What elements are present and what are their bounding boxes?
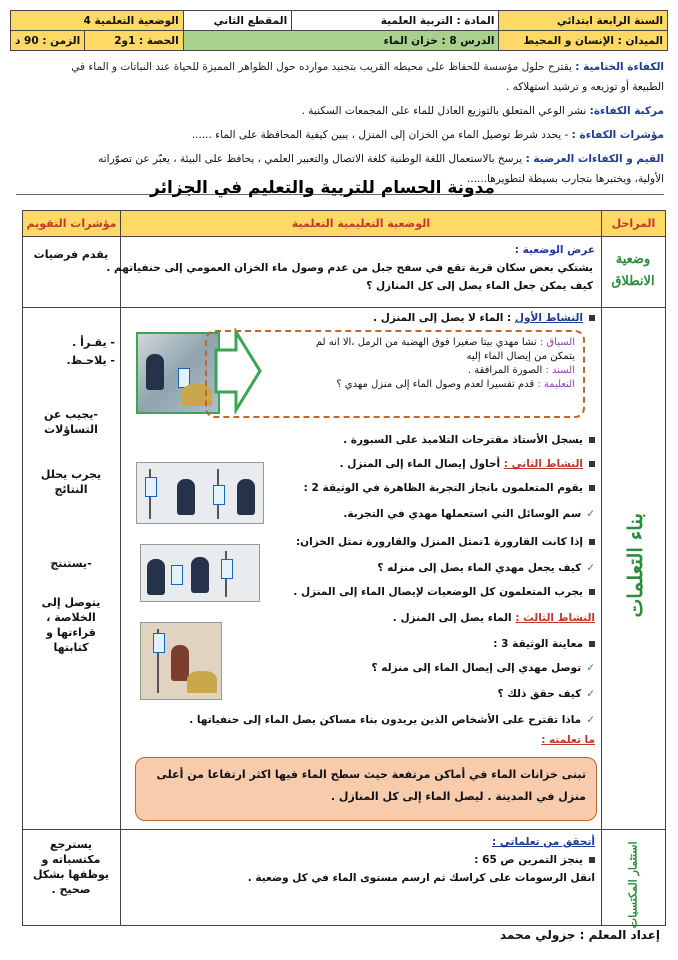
activity1-text: : الماء لا يصل إلى المنزل . bbox=[373, 312, 512, 324]
competence-indicators bbox=[16, 126, 664, 144]
invest-line2: انقل الرسومات على كراسك ثم ارسم مستوى الماء في كل وضعية . bbox=[247, 872, 595, 884]
stage-build: بناء التعلمات bbox=[623, 513, 647, 618]
indicator-hypotheses: يقدم فرضيات bbox=[33, 248, 109, 261]
indicator-read: - يقـرأ . bbox=[72, 336, 115, 349]
activity2-step1: يقوم المتعلمون بانجاز التجربة الظاهرة في الوثيقة 2 : bbox=[304, 481, 595, 496]
row-divider-2 bbox=[23, 829, 665, 830]
segment-cell: المقطع الثاني bbox=[183, 11, 291, 31]
activity3-step3: ✓كيف حقق ذلك ؟ bbox=[497, 688, 595, 700]
activity3-line bbox=[393, 611, 595, 626]
activity2-step2: ✓سم الوسائل التي استعملها مهدي في التجربة. bbox=[343, 508, 595, 520]
row-divider-1 bbox=[23, 307, 665, 308]
conclusion-line1: تبنى خزانات الماء في أماكن مرتفعة حيث سطح الماء فيها اكثر ارتفاعا من أعلى bbox=[156, 768, 586, 781]
teacher-signature: إعداد المعلم : جزولي محمد bbox=[500, 928, 661, 942]
component-label: مركبة الكفاءة: bbox=[589, 105, 664, 117]
final-competence-label: الكفاءة الختامية : bbox=[575, 61, 664, 73]
duration-cell: الزمن : 90 د bbox=[11, 31, 85, 51]
invest-line1: ينجز التمرين ص 65 : bbox=[474, 853, 595, 868]
launch-line1: يشتكي بعض سكان قرية تقع في سفح جبل من عدم وصول ماء الخزان العمومي إلى حنفياتهم . bbox=[106, 262, 593, 274]
indicators-header: مؤشرات التقويم bbox=[23, 211, 120, 237]
stage-launch: وضعية الانطلاق bbox=[611, 252, 655, 289]
indicator-recall: يسترجع مكتسباته و يوظفها بشكل صحيح . bbox=[32, 838, 110, 896]
conclusion-box bbox=[135, 757, 597, 821]
activity3-title: النشاط الثالث : bbox=[515, 612, 595, 624]
context-line: السياق : نشا مهدي بيتا صغيرا فوق الهضبة من الرمل ،الا انه لم bbox=[315, 337, 575, 348]
lesson-cell: الدرس 8 : خزان الماء bbox=[183, 31, 499, 51]
launch-line2: كيف يمكن جعل الماء يصل إلى كل المنازل ؟ bbox=[366, 280, 593, 292]
activity2-line bbox=[340, 457, 595, 472]
document2-photo-b bbox=[140, 544, 260, 602]
launch-title: عرض الوضعية : bbox=[514, 244, 595, 256]
support-line: السند : الصورة المرافقة . bbox=[467, 365, 575, 376]
context-box bbox=[205, 330, 585, 418]
domain-cell: الميدان : الإنسان و المحيط bbox=[499, 31, 668, 51]
values-competences bbox=[16, 150, 664, 168]
activity3-step2: ✓توصل مهدي إلى إيصال الماء إلى منزله ؟ bbox=[371, 662, 595, 674]
context-line2: يتمكن من إيصال الماء إليه bbox=[466, 351, 575, 362]
column-divider-left bbox=[120, 211, 121, 925]
activity2-title: النشاط الثاني : bbox=[503, 458, 583, 470]
values-text2: الأولية، ويختبرها بتجارب بسيطة لتطويرها...... bbox=[467, 173, 664, 185]
instruction-line: التعليمة : قدم تفسيرا لعدم وصول الماء إلى منزل مهدي ؟ bbox=[336, 379, 575, 390]
stage-invest: استثمار المكتسبات bbox=[626, 841, 640, 929]
activity2-step4: ✓كيف يجعل مهدي الماء يصل إلى منزله ؟ bbox=[377, 562, 595, 574]
blog-watermark: مدونة الحسام للتربية والتعليم في الجزائر bbox=[150, 178, 495, 198]
situation-header: الوضعية التعليمية التعلمية bbox=[121, 211, 601, 237]
indicators-label: مؤشرات الكفاءة : bbox=[571, 129, 664, 141]
final-competence bbox=[16, 58, 664, 76]
final-competence-text: يقترح حلول مؤسسة للحفاظ على محيطه القريب بتجنيد موارده حول الظواهر المميزة للحياة عند النباتات و الماء في bbox=[71, 61, 572, 73]
indicator-reach: يتوصل إلى الخلاصة ، قراءتها و كتابتها bbox=[41, 596, 101, 654]
activity2-step3: إذا كانت القارورة 1تمثل المنزل والقارورة تمثل الخزان: bbox=[296, 535, 595, 550]
indicator-observe: - يلاحـظ. bbox=[66, 354, 115, 367]
competence-component bbox=[16, 102, 664, 120]
indicators-text: - يحدد شرط توصيل الماء من الخزان إلى المنزل ، يبين كيفية المحافظة على الماء ...... bbox=[191, 129, 569, 141]
stages-header: المراحل bbox=[602, 211, 665, 237]
column-divider-right bbox=[601, 211, 602, 925]
document3-photo bbox=[140, 622, 222, 700]
activity1-record: يسجل الأستاذ مقترحات التلاميذ على السبورة . bbox=[343, 433, 595, 448]
activity3-step4: ✓ماذا تقترح على الأشخاص الذين يريدون بناء مساكن يصل الماء إلى حنفياتها . bbox=[189, 714, 595, 726]
component-text: نشر الوعي المتعلق بالتوزيع العادل للماء على المجمعات السكنية . bbox=[301, 105, 587, 117]
activity2-text: أحاول إيصال الماء إلى المنزل . bbox=[339, 458, 501, 470]
year-cell: السنة الرابعة ابتدائي bbox=[499, 11, 668, 31]
activity3-learned: ما تعلمته : bbox=[541, 734, 595, 746]
indicator-answer: -يجيب عن التساؤلات bbox=[43, 408, 98, 436]
activity3-text: الماء يصل إلى المنزل . bbox=[392, 612, 512, 624]
activity1-line bbox=[373, 311, 595, 326]
header-table bbox=[10, 10, 668, 51]
subject-cell: المادة : التربية العلمية bbox=[292, 11, 499, 31]
values-label: القيم و الكفاءات العرضية : bbox=[525, 153, 664, 165]
indicator-try: يجرب يحلل النتائج bbox=[40, 468, 102, 496]
activity1-title: النشاط الأول bbox=[514, 312, 583, 324]
document2-photo bbox=[136, 462, 264, 524]
conclusion-line2: منزل في المدينة . ليصل الماء إلى كل المنازل . bbox=[330, 790, 586, 803]
situation-cell: الوضعية التعلمية 4 bbox=[11, 11, 184, 31]
indicator-deduce: -يستنتج bbox=[50, 557, 92, 570]
activity3-step1: معاينة الوثيقة 3 : bbox=[493, 637, 595, 652]
session-cell: الحصة : 1و2 bbox=[85, 31, 184, 51]
activity2-step5: يجرب المتعلمون كل الوضعيات لإيصال الماء إلى المنزل . bbox=[293, 585, 595, 600]
final-competence-text2: الطبيعة أو توزيعه و ترشيد استهلاكه . bbox=[505, 81, 664, 93]
values-text: يرسخ بالاستعمال اللغة الوطنية كلغة الاتصال والتعبير العلمي ، يحافظ على البيئة ، يعبّر عن تصوّراته bbox=[98, 153, 523, 165]
invest-title: أتحقق من تعلماتي : bbox=[492, 836, 595, 848]
